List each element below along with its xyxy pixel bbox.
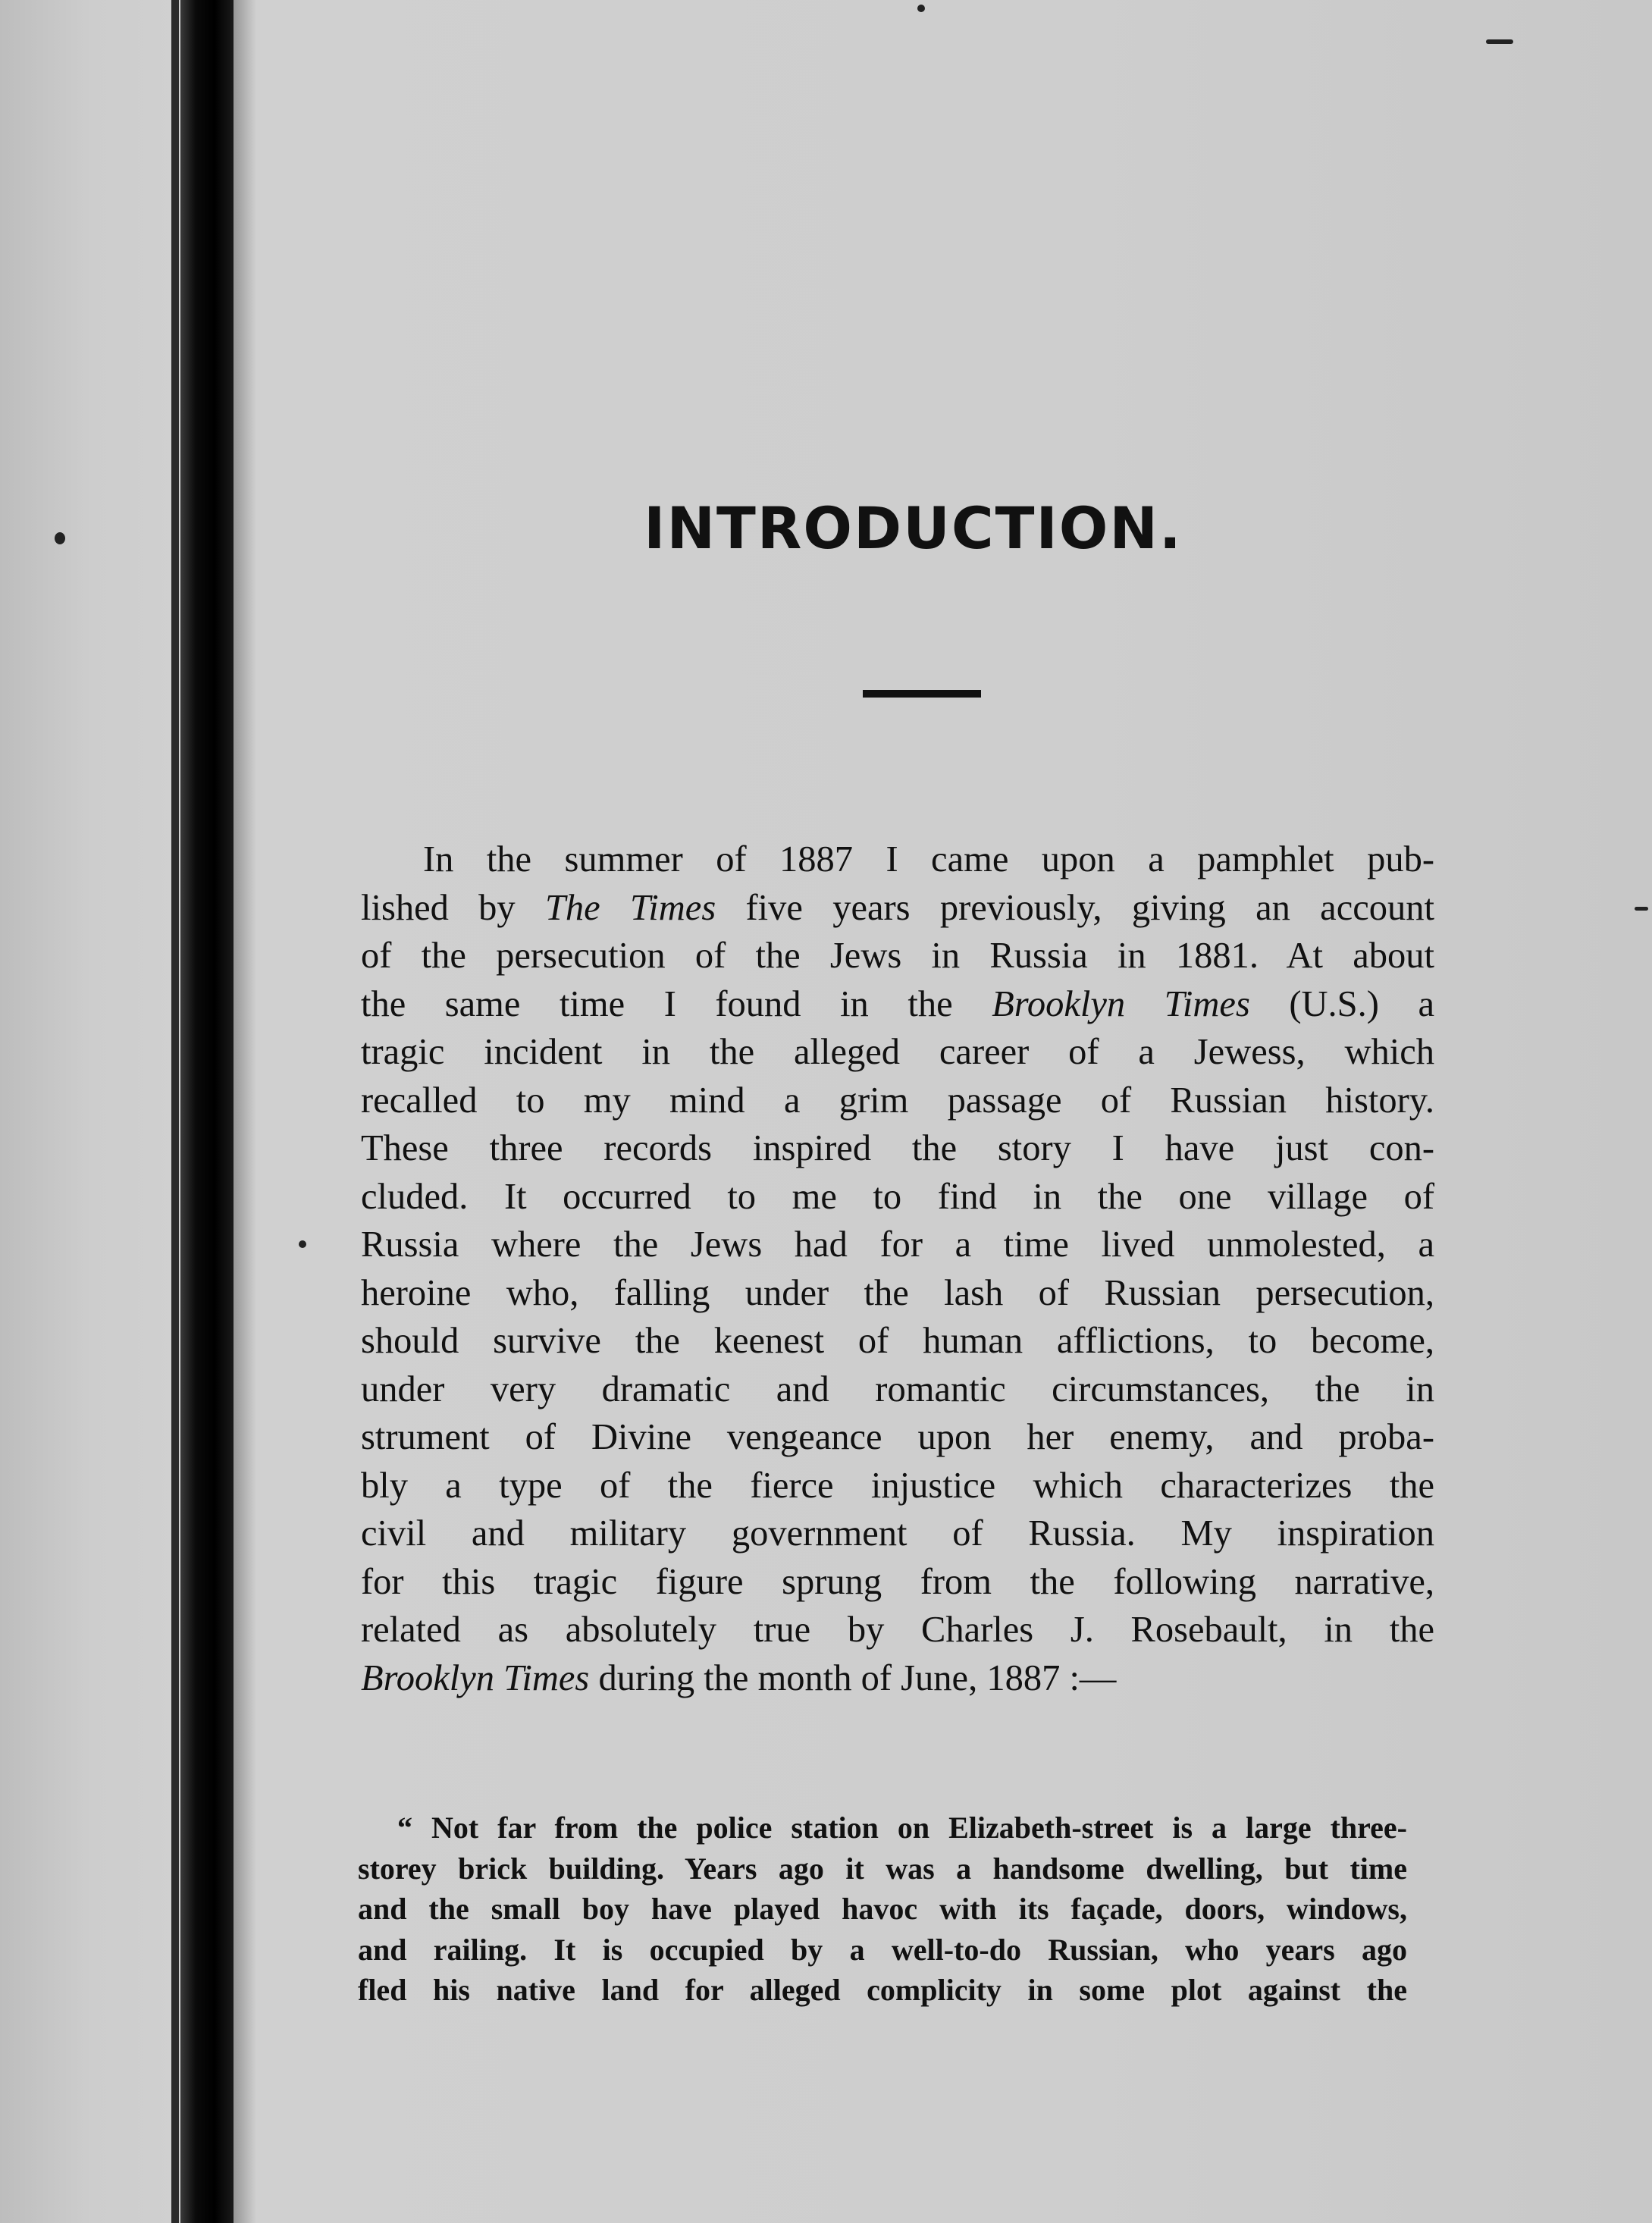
body-line: related as absolutely true by Charles J. Rosebault, in the [361,1610,1434,1650]
binding-edge-thin [171,0,179,2223]
quoted-narrative [358,1808,1407,2011]
quote-line: storey brick building. Years ago it was a handsome dwelling, but time [358,1851,1407,1886]
page-title: INTRODUCTION. [644,494,1183,562]
title-rule [863,690,981,698]
body-line: recalled to my mind a grim passage of Russian history. [361,1080,1434,1121]
body-line: civil and military government of Russia. My inspiration [361,1513,1434,1554]
quote-line: “ Not far from the police station on Elizabeth-street is a large three- [397,1811,1407,1845]
body-line: Russia where the Jews had for a time lived unmolested, a [361,1224,1434,1265]
body-line: lished by The Times five years previously, giving an account [361,887,1434,928]
body-line: heroine who, falling under the lash of Russian persecution, [361,1272,1434,1313]
binding-gutter [180,0,234,2223]
body-line: of the persecution of the Jews in Russia in 1881. At about [361,936,1434,976]
body-line: strument of Divine vengeance upon her enemy, and proba- [361,1417,1434,1457]
body-line: cluded. It occurred to me to find in the one village of [361,1176,1434,1217]
ink-speck [299,1240,306,1248]
body-line: for this tragic figure sprung from the following narrative, [361,1561,1434,1602]
body-paragraph [361,836,1434,1702]
ink-speck [1486,39,1513,44]
body-line: under very dramatic and romantic circumstances, the in [361,1369,1434,1409]
body-line: should survive the keenest of human afflictions, to become, [361,1321,1434,1361]
body-line: tragic incident in the alleged career of a Jewess, which [361,1032,1434,1072]
quote-line: and railing. It is occupied by a well-to-do Russian, who years ago [358,1932,1407,1967]
ink-speck [1635,907,1648,911]
gutter-shadow [234,0,256,2223]
ink-speck [917,5,925,12]
body-line: the same time I found in the Brooklyn Times (U.S.) a [361,983,1434,1024]
quote-line: fled his native land for alleged complicity in some plot against the [358,1973,1407,2007]
body-line: bly a type of the fierce injustice which characterizes the [361,1465,1434,1506]
body-line: These three records inspired the story I have just con- [361,1128,1434,1168]
body-line: Brooklyn Times during the month of June, 1887 :— [361,1657,1117,1698]
quote-line: and the small boy have played havoc with its façade, doors, windows, [358,1892,1407,1926]
body-line: In the summer of 1887 I came upon a pamphlet pub- [423,839,1434,879]
